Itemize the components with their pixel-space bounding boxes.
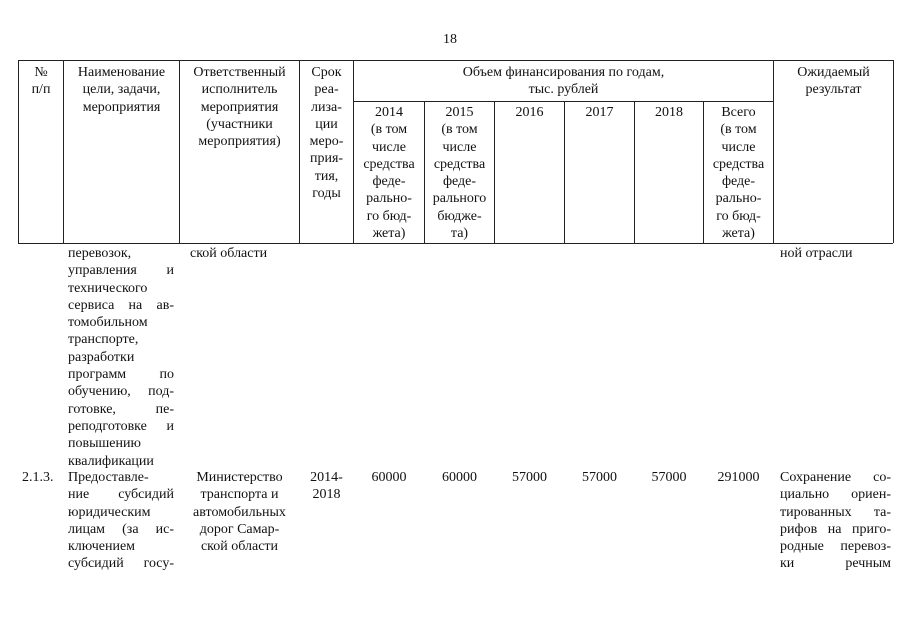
header-result: Ожидаемый результат (797, 65, 870, 98)
row-213-num: 2.1.3. (22, 470, 54, 485)
row-213-value-2014: 60000 (371, 470, 407, 485)
row-213-value-2017: 57000 (582, 470, 617, 485)
row-213-value-2015: 60000 (442, 470, 477, 485)
header-year-2014: 2014 (в том числе средства феде- рально- го бюд- жета) (363, 105, 415, 242)
header-year-2018: 2018 (655, 105, 683, 120)
row-213-executor: Министерство транспорта и автомобильных дорог Самар- ской области (193, 470, 286, 555)
header-year-2016: 2016 (515, 105, 544, 120)
header-name: Наименование цели, задачи, мероприятия (77, 65, 166, 115)
header-num: № п/п (31, 65, 51, 98)
row-213-name: Предоставле- ние субсидий юридическим лицам (за ис- ключением субсидий госу- (68, 470, 174, 572)
header-year-2015: 2015 (в том числе средства феде- рального бюдже- та) (432, 105, 487, 242)
header-term: Срок реа- лиза- ции меро- прия- тия, годы (309, 65, 344, 202)
funding-subheader-border (353, 101, 773, 102)
row-213-result: Сохранение со- циально ориен- тированных та- рифов на приго- родные перевоз- ки речным (780, 470, 891, 572)
row-213-value-2016: 57000 (512, 470, 547, 485)
header-year-2017: 2017 (585, 105, 614, 120)
col-border (564, 101, 565, 243)
cont-row-name: перевозок, управления и технического сервиса на ав- томобильном транспорте, разработки программ по обучению, под- готовке, пе- реподготовке и повышению квалификации (68, 246, 174, 469)
table-top-border (18, 60, 893, 61)
header-total: Всего (в том числе средства феде- рально- го бюд- жета) (712, 105, 765, 242)
header-bottom-border (18, 243, 893, 244)
cont-row-executor: ской области (190, 246, 268, 261)
cont-row-result: ной отрасли (780, 246, 853, 261)
col-border (634, 101, 635, 243)
header-funding-title: Объем финансирования по годам, тыс. рублей (462, 65, 665, 98)
page-number: 18 (443, 32, 457, 47)
row-213-term: 2014- 2018 (310, 470, 343, 503)
row-213-value-2018: 57000 (651, 470, 687, 485)
row-213-total: 291000 (717, 470, 760, 485)
header-executor: Ответственный исполнитель мероприятия (участники мероприятия) (193, 65, 286, 150)
